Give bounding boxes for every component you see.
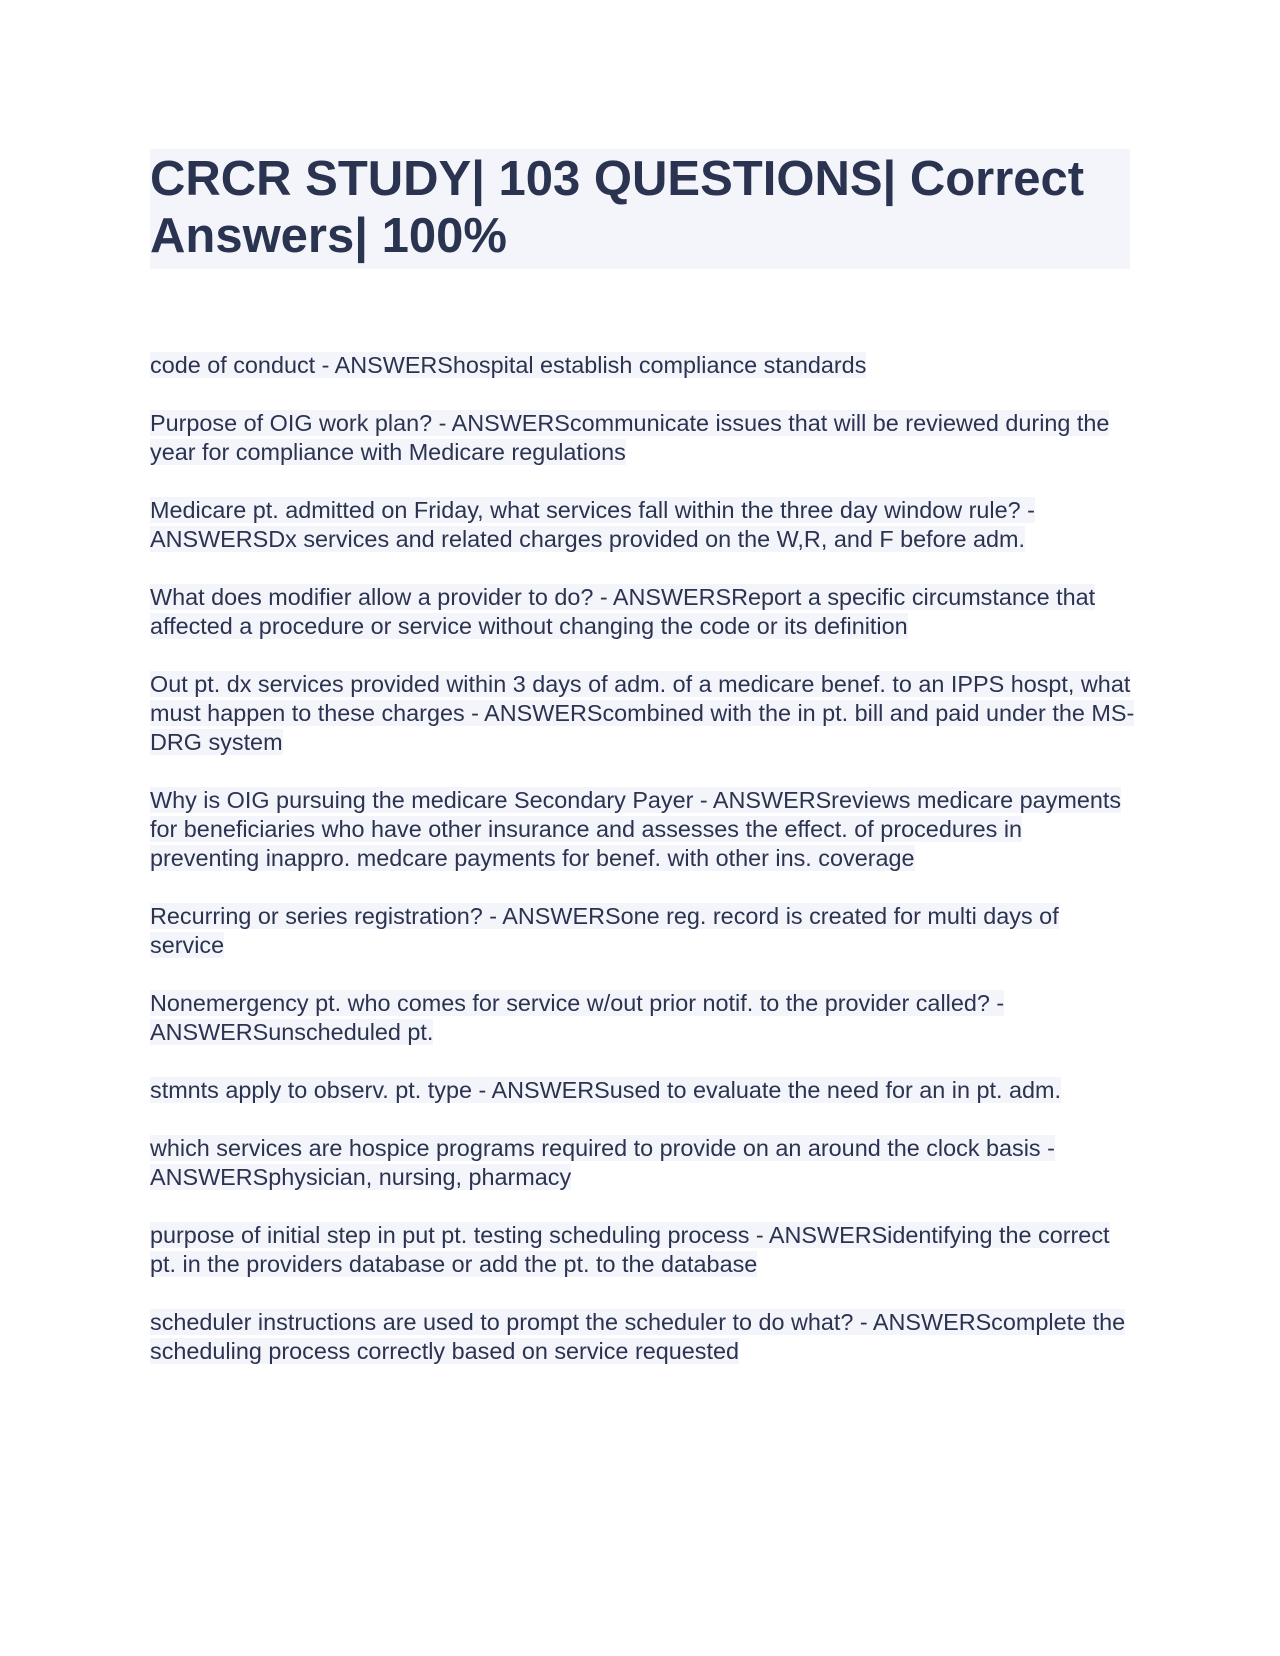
- qa-item: [150, 989, 1135, 1047]
- qa-item: [150, 409, 1135, 467]
- qa-text: Medicare pt. admitted on Friday, what services fall within the three day window rule? - ANSWERSDx services and related charges provided on the W,R, and F before adm.: [150, 497, 1035, 552]
- qa-text: Out pt. dx services provided within 3 days of adm. of a medicare benef. to an IPPS hospt, what must happen to these charges - ANSWERScombined with the in pt. bill and paid under the MS-DRG system: [150, 671, 1135, 755]
- qa-text: which services are hospice programs required to provide on an around the clock basis - ANSWERSphysician, nursing, pharmacy: [150, 1135, 1055, 1190]
- qa-item: [150, 902, 1135, 960]
- qa-item: [150, 1308, 1135, 1366]
- title-block: [150, 149, 1130, 269]
- qa-text: What does modifier allow a provider to do? - ANSWERSReport a specific circumstance that affected a procedure or service without changing the code or its definition: [150, 584, 1096, 639]
- document-title: CRCR STUDY| 103 QUESTIONS| Correct Answers| 100%: [150, 152, 1085, 263]
- qa-item: [150, 1134, 1135, 1192]
- qa-item: [150, 1221, 1135, 1279]
- qa-text: Why is OIG pursuing the medicare Secondary Payer - ANSWERSreviews medicare payments for beneficiaries who have other insurance and assesses the effect. of procedures in preventing inappro. medcare payments for benef. with other ins. coverage: [150, 787, 1122, 871]
- qa-text: code of conduct - ANSWERShospital establish compliance standards: [150, 352, 867, 378]
- qa-text: Purpose of OIG work plan? - ANSWERScommunicate issues that will be reviewed during the year for compliance with Medicare regulations: [150, 410, 1110, 465]
- qa-item: [150, 786, 1135, 873]
- qa-text: scheduler instructions are used to prompt the scheduler to do what? - ANSWERScomplete the scheduling process correctly based on service requested: [150, 1309, 1126, 1364]
- qa-item: [150, 496, 1135, 554]
- qa-item: [150, 351, 1135, 380]
- qa-text: stmnts apply to observ. pt. type - ANSWERSused to evaluate the need for an in pt. adm.: [150, 1077, 1061, 1103]
- qa-text: Nonemergency pt. who comes for service w/out prior notif. to the provider called? - ANSWERSunscheduled pt.: [150, 990, 1005, 1045]
- qa-item: [150, 1076, 1135, 1105]
- qa-item: [150, 583, 1135, 641]
- qa-text: Recurring or series registration? - ANSWERSone reg. record is created for multi days of service: [150, 903, 1059, 958]
- qa-list: [150, 351, 1135, 1395]
- qa-item: [150, 670, 1135, 757]
- qa-text: purpose of initial step in put pt. testing scheduling process - ANSWERSidentifying the correct pt. in the providers database or add the pt. to the database: [150, 1222, 1110, 1277]
